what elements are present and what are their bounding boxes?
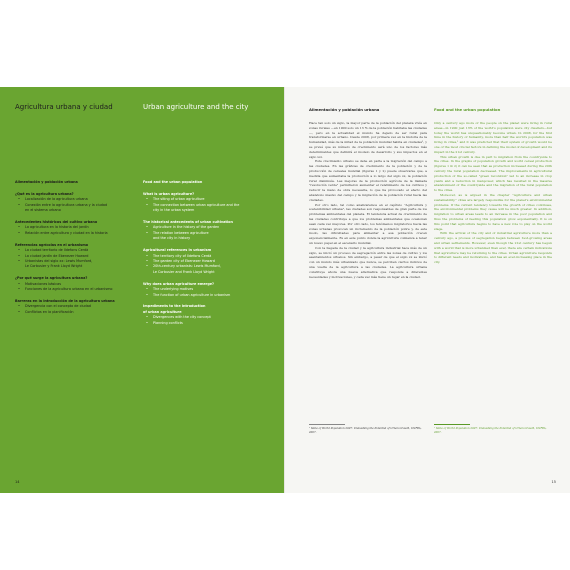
toc-item: • The underlying motives xyxy=(143,287,265,292)
paragraph: With the arrival of the city and of industrial agriculture more than a century ago, a process of segregation began between food-growing areas and urban settlements. However, even though the 21st century has begun with a world that is more urbanized than ever, there are certain indications that agriculture may be returning to the cities. Urban agriculture responds to different needs and motivations, and has an ever-increasing place in the city. xyxy=(434,231,552,265)
toc-item: • Divergencia con el concepto de ciudad xyxy=(15,304,137,309)
toc-section-heading: Barreras en la introducción de la agricultura urbana xyxy=(15,299,115,303)
toc-item: • The relation between agriculture and the city in history xyxy=(143,231,265,242)
toc-item: • The siting of urban agriculture xyxy=(143,197,265,202)
toc-item: • Conexión entre la agricultura urbana y la ciudad en el sistema urbano xyxy=(15,203,137,214)
toc-item: • Divergences with the city concept xyxy=(143,315,265,320)
toc-section-heading: Why does urban agriculture emerge? xyxy=(143,281,215,286)
page-number-left: 14 xyxy=(15,480,20,484)
toc-section-heading: Antecedentes históricos del cultivo urbano xyxy=(15,220,98,225)
section-heading-english: Food and the urban population xyxy=(434,107,501,112)
toc-section-heading: Agricultural references in urbanism xyxy=(143,248,212,253)
toc-item: • The connection between urban agriculture and the city in the urban system xyxy=(143,203,265,214)
toc-item: • 20th-century urbanists: Lewis Mumford, Le Corbusier and Frank Lloyd Wright xyxy=(143,264,265,275)
toc-item: • Urbanistas del siglo xx: Lewis Mumford, Le Corbusier y Frank Lloyd Wright xyxy=(15,259,137,270)
toc-section-heading: The historical antecedents of urban cultivation xyxy=(143,220,233,225)
chapter-title-english: Urban agriculture and the city xyxy=(143,103,249,111)
toc-item: • The function of urban agriculture in urbanism xyxy=(143,293,265,298)
toc-item: • Localización de la agricultura urbana xyxy=(15,197,137,202)
toc-section-heading: ¿Por qué surge la agricultura urbana? xyxy=(15,276,88,281)
toc-section-heading: ¿Qué es la agricultura urbana? xyxy=(15,191,74,196)
paragraph: This urban growth is due in part to migration from the countryside to the cities. In the graphs of population growth and world cereal production (figures 1 & 2) it can be seen that as production increased during the 20th century the rural population decreased. The improvements in agricultural production of the so-called "green revolution" led to an increase in crop yields and a reduction in manpower, which has resulted in the massive abandonment of the countryside and the migration of the rural population to the cities. xyxy=(434,154,552,193)
section-heading-spanish: Alimentación y población urbana xyxy=(309,107,380,112)
paragraph: Con la llegada de la ciudad y la agricultura industrial hace más de un siglo, se inició un proceso de segregación entre las zonas de cultivo y los asentamientos urbanos. Sin embargo, a pesar de que el siglo xx se inició con un mundo más urbanizado que nunca, se perciben ciertos indicios de una vuelta de la agricultura a las ciudades. La agricultura urbana constituye ahora una nueva alternativa que responde a diferentes necesidades y motivaciones, y cada vez más tiene un lugar en la ciudad. xyxy=(309,245,427,279)
page-number-right: 15 xyxy=(551,480,556,484)
paragraph: Moreover, as is argued in the chapter "Agriculture and urban sustainability," cities are largely responsible for the planet's environmental problems. If the current tendency towards the growth of cities continues, the environmental problems they cause will be much greater. In addition, migration to urban areas leads to an increase in the poor population and thus the problems of feeding this population grow exponentially. It is on this point that agriculture begins to have a new role to play on the world stage. xyxy=(434,192,552,231)
footnote-rule xyxy=(434,424,470,425)
chapter-title-spanish: Agricultura urbana y ciudad xyxy=(15,103,113,111)
toc-item: • Motivaciones básicas xyxy=(15,282,137,287)
toc-section-heading: Food and the urban population xyxy=(143,180,203,184)
paragraph: Por otro lado, tal como analizaremos en el capítulo "Agricultura y sostenibilidad urbana", las ciudades son responsables de gran parte de los problemas ambientales del planeta. El tendencia actual de crecimiento de las ciudades contribuye a que los problemas ambientales que ocasionan sean cada vez mayores. Por otro lado, los fenómenos migratorios hacia las zonas urbanas provocan un incremento de la población pobre y, de este modo, las dificultades para alimentar a esa población crecen exponencialmente. Es en este punto donde la agricultura comienza a tener un nuevo papel en el escenario mundial. xyxy=(309,202,427,245)
paragraph: Only a century ago more of the people on the planet were living in rural areas—in 1900 just 13% of the world's population were city dwellers—but today the world has unquestionably become urban. In 2008, for the first time in the history of humanity, more than half the world's population was living in cities,¹ and it was predicted that their system of growth would be one of the most crucial factors in defining the model of development and its impact in the 21st century. xyxy=(434,121,552,154)
footnote-rule xyxy=(309,424,345,425)
toc-section-heading: Impediments to the introduction of urban agriculture xyxy=(143,304,206,314)
toc-item: • Conflictos en la planificación xyxy=(15,310,137,315)
body-text-english xyxy=(434,121,552,265)
toc-section-heading: Referencias agrícolas en el urbanismo xyxy=(15,242,89,247)
paragraph: Hace tan solo un siglo, la mayor parte de la población del planeta vivía en zonas rurales —en 1900 solo un 13 % de la población habitaba las ciudades—, pero en la actualidad el mundo ha dejado de ser rural para transformarse en urbano. Desde 2008, por primera vez en la historia de la humanidad, más de la mitad de la población mundial habita en ciudades¹, y se prevé que su número de crecimiento será uno de los factores más determinantes que definirá el modelo de desarrollo y sus impactos en el siglo xxi. xyxy=(309,121,427,159)
footnote-spanish: ¹ State of World Population 2007: Unleashing the Potential of Urban Growth, UNFPA, 2007. xyxy=(309,427,422,434)
chapter-contents-spanish xyxy=(15,180,137,315)
toc-item: • The territory city of Ildefons Cerdà xyxy=(143,254,265,259)
toc-item: • Agriculture in the history of the garden xyxy=(143,225,265,230)
footnote-english: ¹ State of World Population 2007: Unleashing the Potential of Urban Growth, UNFPA, 2007. xyxy=(434,427,547,434)
toc-item: • Funciones de la agricultura urbana en el urbanismo xyxy=(15,287,137,292)
toc-item: • La ciudad jardín de Ebenezer Howard xyxy=(15,254,137,259)
chapter-contents-english xyxy=(143,180,265,326)
toc-item: • La ciudad territorio de Ildefons Cerdà xyxy=(15,248,137,253)
paragraph: Este crecimiento urbano se debe en parte a la migración del campo a las ciudades. En las gráficas de crecimiento de la población y de la producción de cereales mundial (figuras 1 y 2) puede observarse que, a medida que aumentaba la producción a lo largo del siglo xx, la población rural disminuía. Las mejoras de la producción agrícola de la llamada "revolución verde" permitieron aumentar el rendimiento de los cultivos y reducir la mano de obra necesaria, lo que ha provocado el efecto del abandono masivo del campo y la migración de la población rural hacia las ciudades. xyxy=(309,159,427,202)
toc-section-heading: Alimentación y población urbana xyxy=(15,180,78,184)
toc-item: • La agricultura en la historia del jardín xyxy=(15,225,137,230)
left-page xyxy=(0,87,285,493)
toc-item: • Relación entre agricultura y ciudad en la historia xyxy=(15,231,137,236)
body-text-spanish xyxy=(309,121,427,279)
right-page xyxy=(285,87,570,493)
toc-item: • Planning conflicts xyxy=(143,321,265,326)
toc-item: • The garden city of Ebenezer Howard xyxy=(143,259,265,264)
toc-section-heading: What is urban agriculture? xyxy=(143,191,195,196)
